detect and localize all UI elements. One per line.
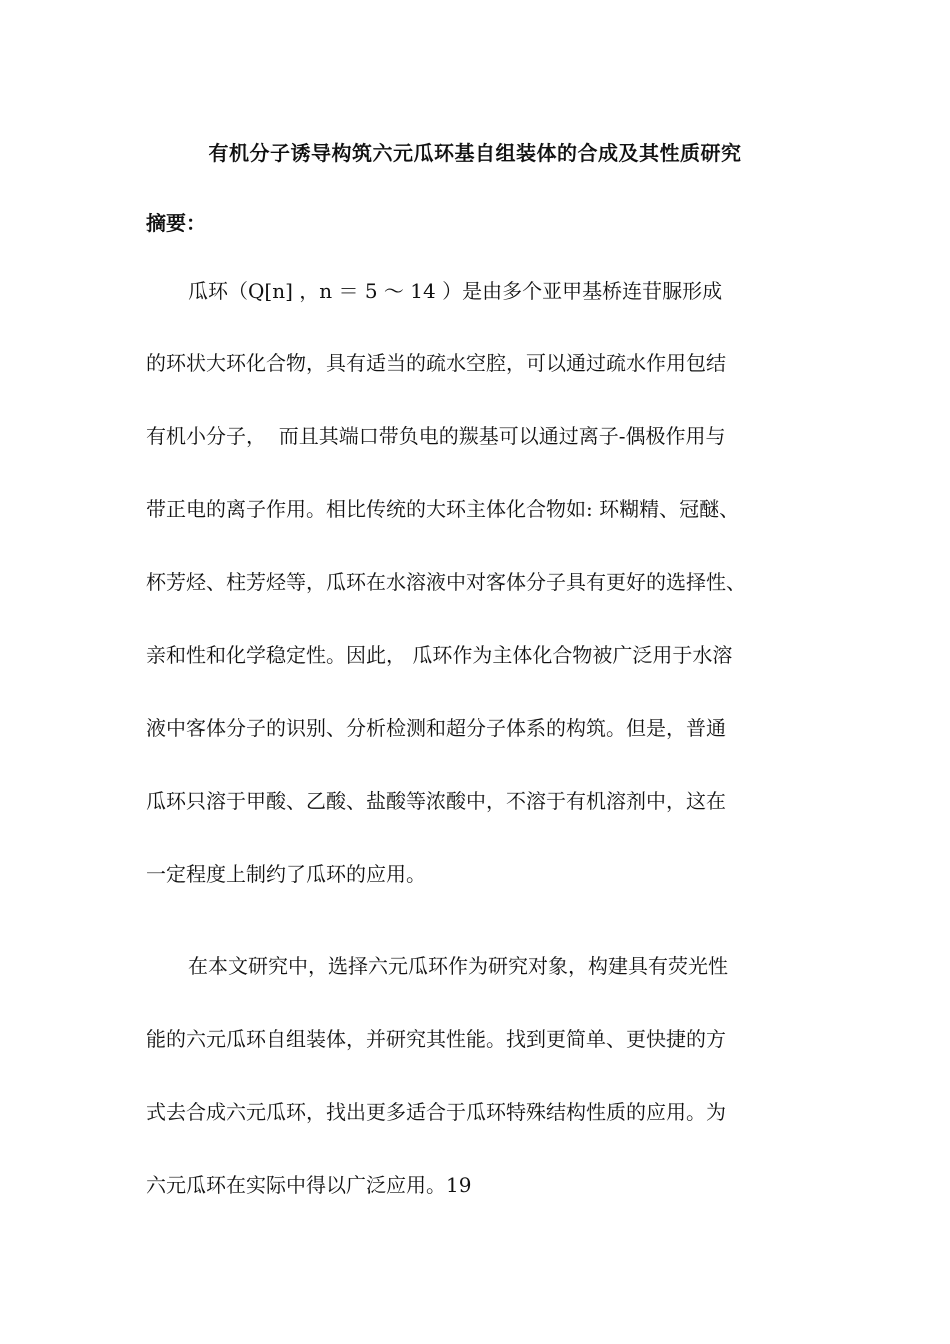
document-title: 有机分子诱导构筑六元瓜环基自组装体的合成及其性质研究	[208, 141, 742, 165]
paragraph1-line-1: 瓜环（Q[n] ，n ＝ 5 ～ 14 ）是由多个亚甲基桥连苷脲形成	[188, 279, 723, 303]
paragraph2-line-2: 能的六元瓜环自组装体，并研究其性能。找到更简单、更快捷的方	[146, 1027, 726, 1051]
paragraph1-line-2: 的环状大环化合物，具有适当的疏水空腔，可以通过疏水作用包结	[146, 351, 726, 375]
abstract-heading: 摘要：	[146, 211, 206, 235]
paragraph2-line-1: 在本文研究中，选择六元瓜环作为研究对象，构建具有荧光性	[188, 954, 728, 978]
paragraph1-line-3: 有机小分子， 而且其端口带负电的羰基可以通过离子-偶极作用与	[146, 424, 726, 448]
paragraph1-line-4: 带正电的离子作用。相比传统的大环主体化合物如: 环糊精、冠醚、	[146, 497, 740, 521]
paragraph2-line-4: 六元瓜环在实际中得以广泛应用。19	[146, 1173, 472, 1197]
paragraph2-line-3: 式去合成六元瓜环，找出更多适合于瓜环特殊结构性质的应用。为	[146, 1100, 726, 1124]
paragraph1-line-9: 一定程度上制约了瓜环的应用。	[146, 862, 426, 886]
paragraph1-line-5: 杯芳烃、柱芳烃等，瓜环在水溶液中对客体分子具有更好的选择性、	[146, 570, 746, 594]
paragraph1-line-7: 液中客体分子的识别、分析检测和超分子体系的构筑。但是，普通	[146, 716, 726, 740]
paragraph1-line-8: 瓜环只溶于甲酸、乙酸、盐酸等浓酸中，不溶于有机溶剂中，这在	[146, 789, 726, 813]
paragraph1-line-6: 亲和性和化学稳定性。因此， 瓜环作为主体化合物被广泛用于水溶	[146, 643, 733, 667]
